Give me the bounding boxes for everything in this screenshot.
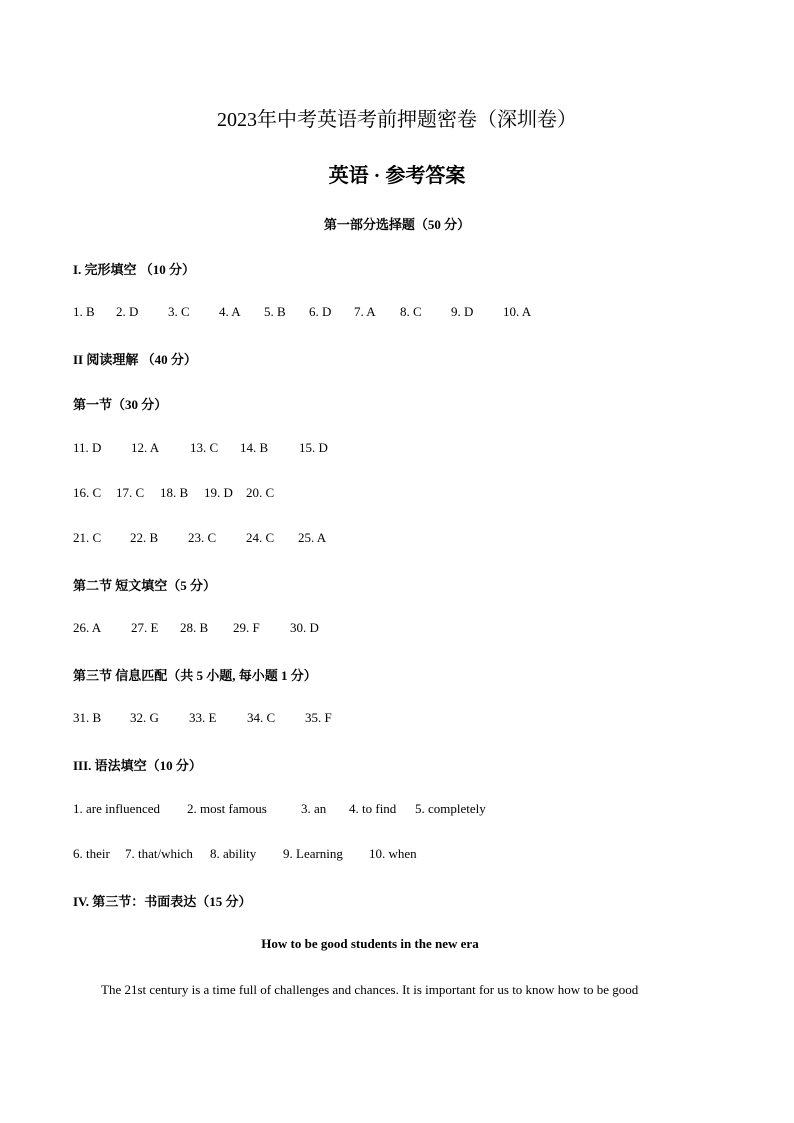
answer-item: 4. A — [219, 304, 241, 319]
page-subtitle: 英语 · 参考答案 — [328, 165, 466, 187]
answer-item: 26. A — [73, 620, 102, 635]
answer-item: 25. A — [298, 530, 327, 545]
answer-item: 5. B — [264, 304, 286, 319]
answer-item: 20. C — [246, 485, 275, 500]
answer-item: 1. B — [73, 304, 95, 319]
answer-item: 16. C — [73, 485, 102, 500]
answer-item: 8. C — [400, 304, 422, 319]
answer-item: 23. C — [188, 530, 217, 545]
answer-item: 21. C — [73, 530, 102, 545]
answer-item: 24. C — [246, 530, 275, 545]
answer-item: 2. most famous — [187, 801, 267, 816]
answer-item: 10. when — [369, 846, 417, 861]
answer-item: 31. B — [73, 710, 102, 725]
part-heading: 第一部分选择题（50 分） — [323, 217, 471, 232]
answer-item: 19. D — [204, 485, 233, 500]
subsection-heading-3: 第三节 信息匹配（共 5 小题, 每小题 1 分） — [73, 668, 317, 683]
answer-item: 27. E — [131, 620, 159, 635]
answer-item: 13. C — [190, 440, 219, 455]
answer-item: 10. A — [503, 304, 532, 319]
answer-item: 18. B — [160, 485, 189, 500]
section-heading-grammar: III. 语法填空（10 分） — [73, 758, 202, 773]
section-heading-writing: IV. 第三节：书面表达（15 分） — [73, 894, 252, 909]
answer-item: 33. E — [189, 710, 217, 725]
answer-item: 22. B — [130, 530, 159, 545]
answer-item: 4. to find — [349, 801, 397, 816]
answer-item: 14. B — [240, 440, 269, 455]
answer-item: 9. D — [451, 304, 474, 319]
answer-item: 35. F — [305, 710, 332, 725]
answer-item: 3. C — [168, 304, 190, 319]
answer-item: 5. completely — [415, 801, 486, 816]
answer-item: 17. C — [116, 485, 145, 500]
page-title: 2023年中考英语考前押题密卷（深圳卷） — [217, 109, 577, 131]
answer-item: 1. are influenced — [73, 801, 160, 816]
answer-item: 7. that/which — [125, 846, 193, 861]
subsection-heading-2: 第二节 短文填空（5 分） — [73, 578, 217, 593]
answer-item: 12. A — [131, 440, 160, 455]
answer-item: 15. D — [299, 440, 328, 455]
section-heading-cloze: I. 完形填空 （10 分） — [73, 262, 196, 277]
essay-title: How to be good students in the new era — [261, 936, 479, 951]
answer-item: 2. D — [116, 304, 139, 319]
answer-item: 3. an — [301, 801, 327, 816]
subsection-heading-1: 第一节（30 分） — [73, 397, 168, 412]
answer-item: 9. Learning — [283, 846, 343, 861]
section-heading-reading: II 阅读理解 （40 分） — [73, 352, 197, 367]
answer-item: 11. D — [73, 440, 102, 455]
answer-item: 29. F — [233, 620, 260, 635]
answer-item: 32. G — [130, 710, 159, 725]
answer-item: 6. D — [309, 304, 332, 319]
answer-item: 8. ability — [210, 846, 257, 861]
essay-paragraph: The 21st century is a time full of challenges and chances. It is important for us to know how to be good — [101, 982, 639, 997]
answer-item: 7. A — [354, 304, 376, 319]
answer-item: 34. C — [247, 710, 276, 725]
answer-item: 30. D — [290, 620, 319, 635]
answer-item: 28. B — [180, 620, 209, 635]
answer-item: 6. their — [73, 846, 110, 861]
